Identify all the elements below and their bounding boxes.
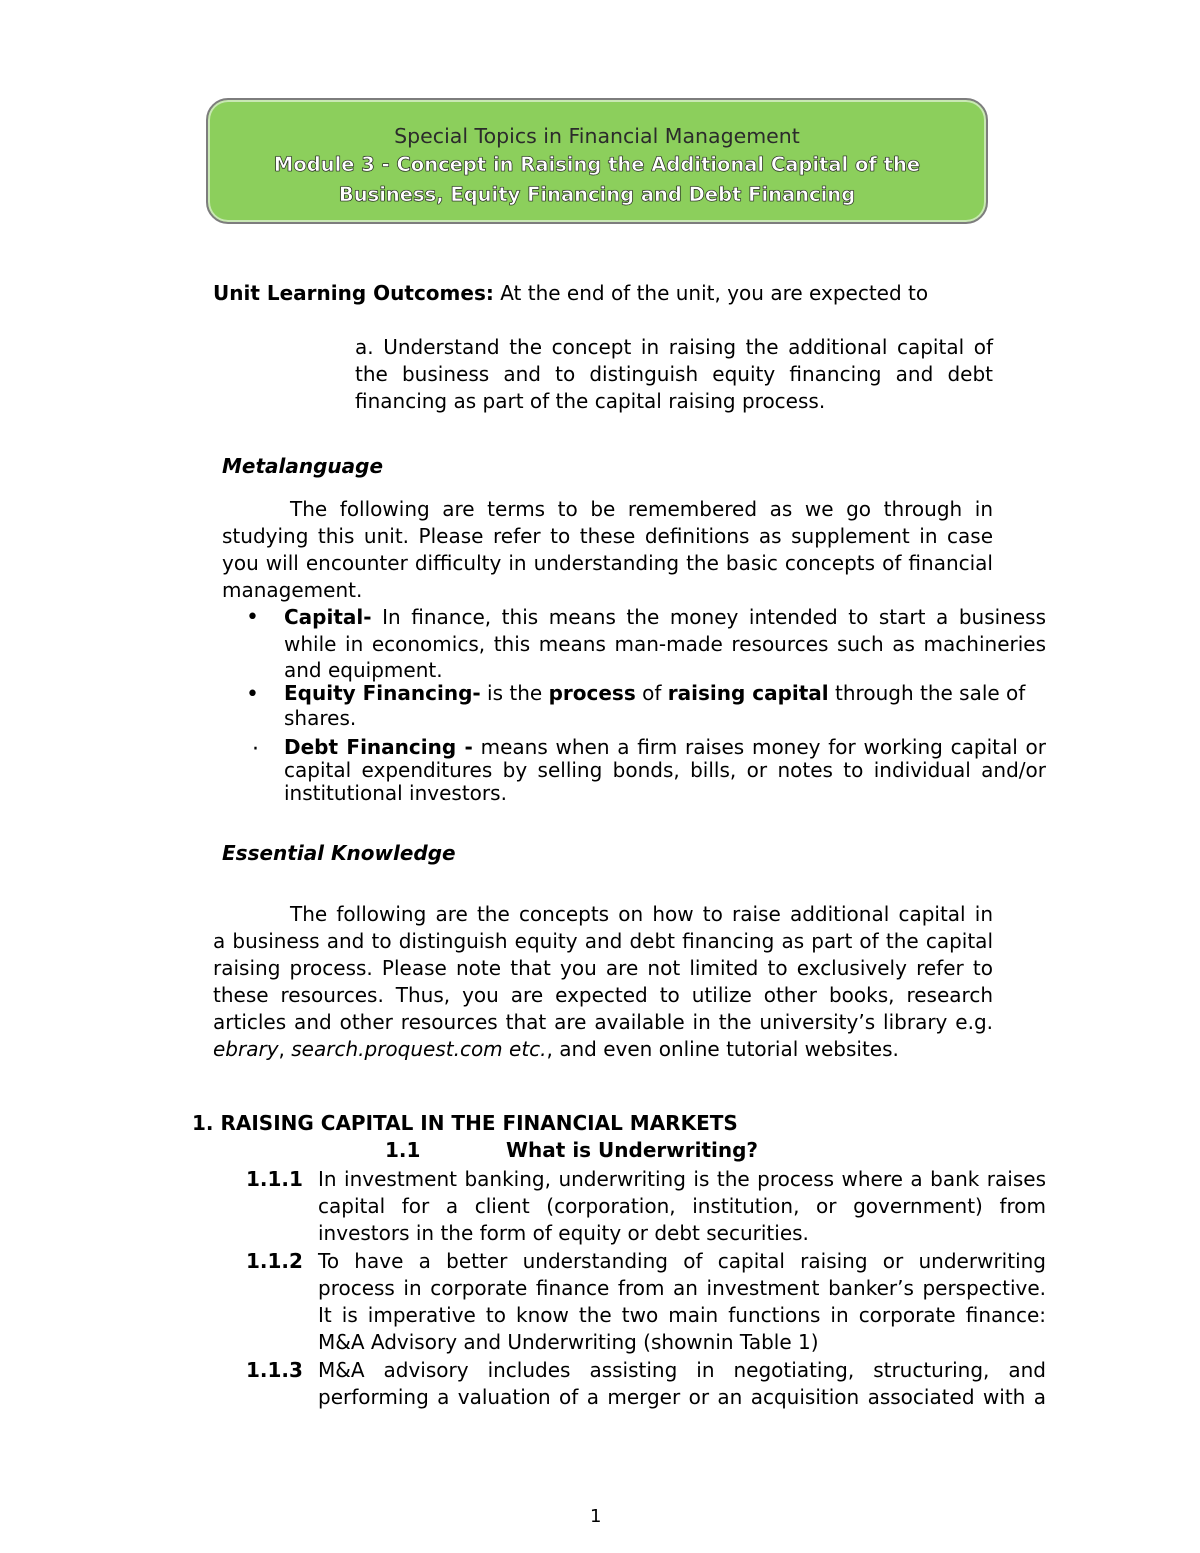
page-number: 1: [590, 1506, 602, 1527]
term-definition: of: [635, 681, 668, 705]
term-equity-financing: [284, 681, 1046, 731]
item-line: M&A advisory includes assisting in negotiating, structuring, and: [318, 1358, 1046, 1382]
term-definition-line: shares.: [284, 706, 357, 730]
term-emphasis: raising capital: [667, 681, 829, 705]
essential-line: The following are the concepts on how to raise additional capital in: [290, 902, 993, 926]
course-title: Special Topics in Financial Management: [394, 124, 800, 148]
outcomes-intro: [213, 280, 928, 307]
essential-paragraph: [213, 901, 993, 1063]
metalanguage-heading: Metalanguage: [222, 454, 384, 478]
item-line: It is imperative to know the two main functions in corporate finance:: [318, 1303, 1046, 1327]
subsection-title: What is Underwriting?: [506, 1138, 759, 1162]
outcome-a-line: the business and to distinguish equity financing and debt: [355, 362, 993, 386]
term-definition-line: and equipment.: [284, 658, 443, 682]
module-title-line1: Module 3 - Concept in Raising the Additional Capital of the: [273, 153, 921, 176]
outcome-a-line: a. Understand the concept in raising the additional capital of: [355, 335, 993, 359]
subsection-number: 1.1: [385, 1138, 421, 1162]
term-definition: means when a firm raises money for working capital or: [472, 735, 1046, 759]
bullet-icon: •: [246, 605, 259, 630]
metalanguage-line: The following are terms to be remembered as we go through in: [290, 497, 993, 521]
metalanguage-line: studying this unit. Please refer to these definitions as supplement in case: [222, 524, 993, 548]
item-line: process in corporate finance from an investment banker’s perspective.: [318, 1276, 1046, 1300]
item-line: capital for a client (corporation, institution, or government) from: [318, 1194, 1046, 1218]
item-number: 1.1.1: [246, 1167, 303, 1191]
item-1-1-2: [318, 1248, 1046, 1356]
term-definition-line: while in economics, this means man-made resources such as machineries: [284, 632, 1046, 656]
item-line: In investment banking, underwriting is the process where a bank raises: [318, 1167, 1046, 1191]
bullet-icon: ·: [252, 737, 259, 762]
module-title-box: [206, 98, 988, 224]
term-capital: [284, 604, 1046, 683]
term-label: Capital-: [284, 605, 372, 629]
essential-knowledge-heading: Essential Knowledge: [222, 841, 456, 865]
item-number: 1.1.2: [246, 1249, 303, 1273]
item-line: To have a better understanding of capital raising or underwriting: [318, 1249, 1046, 1273]
essential-ref: ebrary: [213, 1037, 279, 1061]
bullet-icon: •: [246, 682, 259, 707]
essential-line: raising process. Please note that you are not limited to exclusively refer to: [213, 956, 993, 980]
term-label: Equity Financing-: [284, 681, 481, 705]
term-definition-line: institutional investors.: [284, 781, 507, 805]
essential-text: ,: [278, 1037, 292, 1061]
module-title-line2: Business, Equity Financing and Debt Financing: [338, 183, 856, 206]
term-definition-line: capital expenditures by selling bonds, bills, or notes to individual and/or: [284, 758, 1046, 782]
essential-line: a business and to distinguish equity and debt financing as part of the capital: [213, 929, 993, 953]
term-emphasis: process: [548, 681, 636, 705]
outcome-a-line: financing as part of the capital raising process.: [355, 389, 826, 413]
term-debt-financing: [284, 736, 1046, 805]
term-label: Debt Financing -: [284, 735, 473, 759]
essential-line: articles and other resources that are available in the university’s library e.g.: [213, 1010, 993, 1034]
essential-text: , and even online tutorial websites.: [546, 1037, 899, 1061]
item-line: performing a valuation of a merger or an acquisition associated with a: [318, 1385, 1046, 1409]
essential-line: these resources. Thus, you are expected to utilize other books, research: [213, 983, 993, 1007]
item-1-1-3: [318, 1357, 1046, 1411]
essential-ref: search.proquest.com etc.: [291, 1037, 547, 1061]
term-definition: In finance, this means the money intended to start a business: [371, 605, 1046, 629]
outcome-item-a: [355, 334, 993, 415]
outcomes-intro-text: At the end of the unit, you are expected to: [493, 281, 929, 305]
metalanguage-paragraph: [222, 496, 993, 604]
term-definition: is the: [480, 681, 549, 705]
item-1-1-1: [318, 1166, 1046, 1247]
item-line: M&A Advisory and Underwriting (shownin Table 1): [318, 1330, 819, 1354]
section-heading: 1. RAISING CAPITAL IN THE FINANCIAL MARKETS: [192, 1111, 738, 1135]
outcomes-label: Unit Learning Outcomes:: [213, 281, 494, 305]
metalanguage-line: you will encounter difficulty in understanding the basic concepts of financial: [222, 551, 993, 575]
item-number: 1.1.3: [246, 1358, 303, 1382]
term-definition: through the sale of: [828, 681, 1026, 705]
item-line: investors in the form of equity or debt securities.: [318, 1221, 809, 1245]
metalanguage-line: management.: [222, 578, 363, 602]
